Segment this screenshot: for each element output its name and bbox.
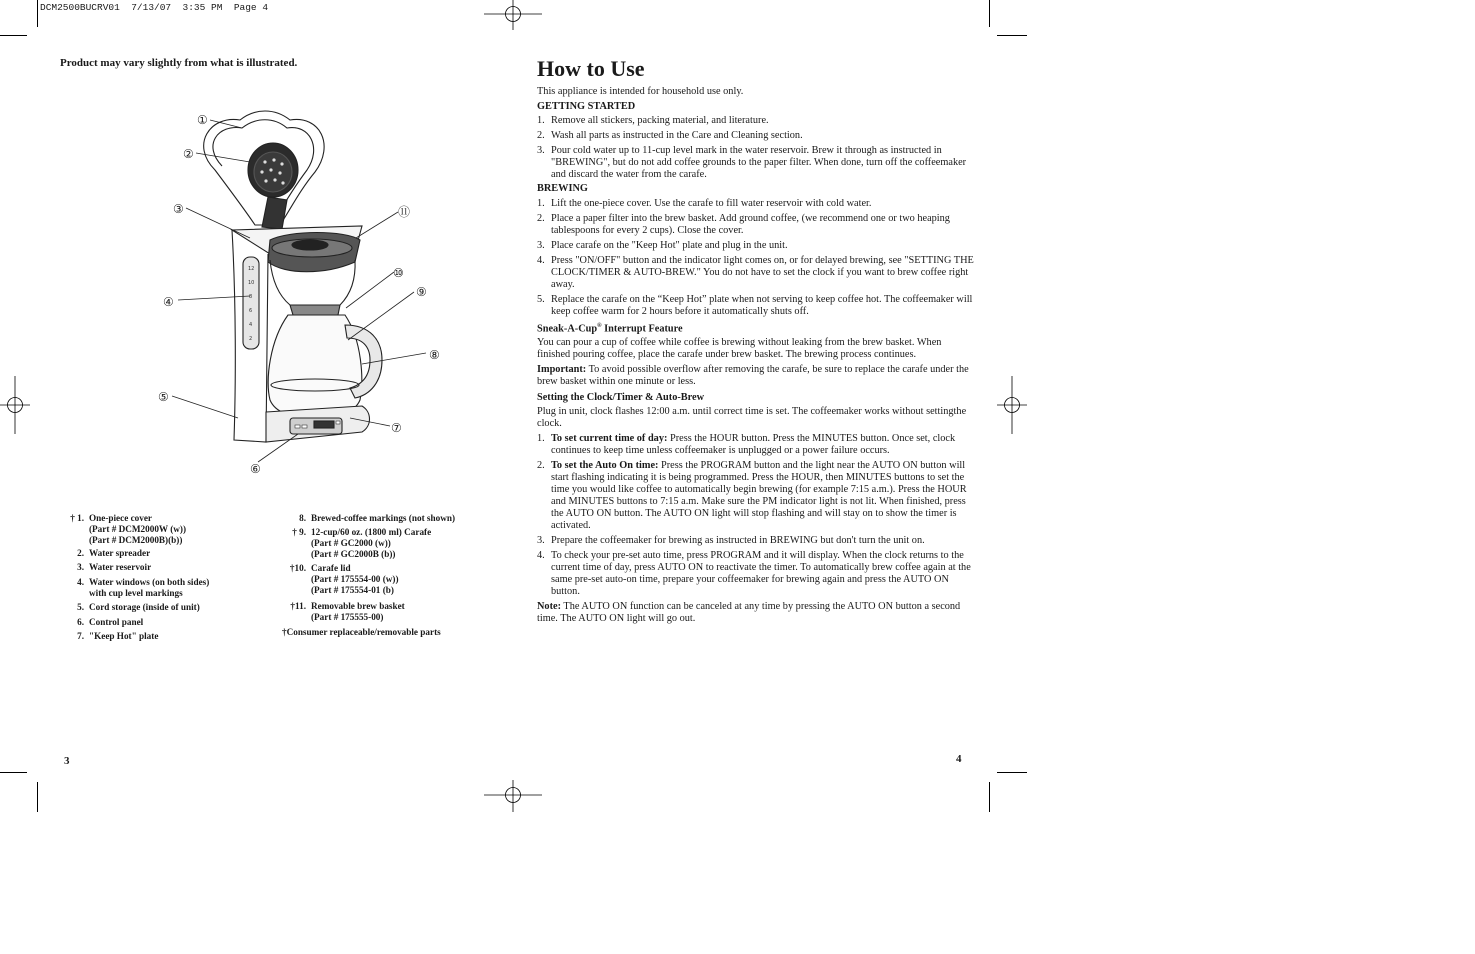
important-note: Important: To avoid possible overflow after removing the carafe, be sure to replace the carafe under the brew basket within one minute or less.: [537, 363, 969, 387]
page-number-left: 3: [64, 755, 70, 767]
parts-footnote: †Consumer replaceable/removable parts: [282, 627, 441, 637]
crop-mark: [0, 772, 27, 773]
svg-text:10: 10: [248, 280, 255, 286]
list-item: 3. Place carafe on the "Keep Hot" plate and plug in the unit.: [537, 239, 788, 251]
crop-mark: [997, 772, 1027, 773]
registration-mark: [0, 376, 30, 434]
registration-mark: [997, 376, 1027, 434]
clock-heading: Setting the Clock/Timer & Auto-Brew: [537, 391, 705, 403]
callout-11: ⑪: [398, 205, 411, 219]
part-item: 4. Water windows (on both sides) with cup level markings: [77, 577, 210, 598]
registration-mark: [484, 780, 542, 812]
svg-text:2: 2: [249, 336, 253, 342]
instructions: [537, 86, 977, 627]
list-item: 1. Remove all stickers, packing material, and literature.: [537, 115, 769, 126]
list-item: 5. Replace the carafe on the “Keep Hot” plate when not serving to keep coffee hot. The coffeemaker will keep coffee warm for 2 hours before it automatically shuts off.: [537, 293, 973, 317]
callout-9: ⑨: [416, 285, 427, 299]
crop-mark: [37, 782, 38, 812]
page-number-right: 4: [956, 753, 962, 765]
list-item: 4. Press "ON/OFF" button and the indicator light comes on, or for delayed brewing, see "SETTING THE CLOCK/TIMER & AUTO-BREW." You do not have to set the clock if you want to brew coffee right away.: [537, 254, 974, 290]
callout-4: ④: [163, 295, 174, 309]
callout-5: ⑤: [158, 390, 169, 404]
part-item: †10. Carafe lid (Part # 175554-00 (w)) (Part # 175554-01 (b): [289, 563, 399, 595]
list-item: 1. To set current time of day: Press the HOUR button. Press the MINUTES button. Once set, clock continues to keep time unless coffeemaker is unplugged or a power failure occurs.: [537, 432, 956, 456]
crop-mark: [997, 35, 1027, 36]
clock-intro: Plug in unit, clock flashes 12:00 a.m. until correct time is set. The coffeemaker works without settingthe clock.: [537, 406, 967, 430]
part-item: † 1. One-piece cover (Part # DCM2000W (w)) (Part # DCM2000B)(b)): [70, 513, 187, 545]
list-item: 4. To check your pre-set auto time, press PROGRAM and it will display. When the clock returns to the current time of day, press AUTO ON to reactivate the timer. To automatically brew coffee again at the same pre-set auto-on time, prepare your coffeemaker for brewing again and press the AUTO ON button.: [537, 549, 971, 597]
coffeemaker-illustration: [150, 100, 470, 480]
callout-3: ③: [173, 202, 184, 216]
svg-text:4: 4: [249, 322, 253, 328]
callout-10: ⑩: [393, 266, 404, 280]
part-item: 8. Brewed-coffee markings (not shown): [299, 513, 456, 523]
callout-2: ②: [183, 147, 194, 161]
part-item: 5. Cord storage (inside of unit): [77, 602, 200, 612]
part-item: 3. Water reservoir: [77, 562, 152, 572]
part-item: 2. Water spreader: [77, 548, 151, 558]
list-item: 2. To set the Auto On time: Press the PROGRAM button and the light near the AUTO ON button will start flashing indicating it is being programmed. Press the HOUR, then MINUTES buttons to set the time you would like coffee to automatically begin brewing (for example 7:15 a.m.). Press the HOUR and MINUTES buttons to 7:15 a.m. Make sure the PM indicator light is not lit. When finished, press the AUTO ON button. The AUTO ON light will stop flashing and will stay on to show the timer is activated.: [537, 459, 967, 531]
list-item: 2. Place a paper filter into the brew basket. Add ground coffee, (we recommend one or two heaping tablespoons for every 2 cups). Close the cover.: [537, 212, 950, 236]
brewing-heading: BREWING: [537, 183, 588, 194]
sneak-text: You can pour a cup of coffee while coffee is brewing without leaking from the brew basket. When finished pouring coffee, place the carafe under brew basket. The brewing process continues.: [537, 337, 942, 361]
crop-mark: [989, 0, 990, 27]
registration-mark: [484, 0, 542, 30]
part-item: 7. "Keep Hot" plate: [77, 631, 159, 641]
list-item: 2. Wash all parts as instructed in the Care and Cleaning section.: [537, 130, 803, 141]
crop-mark: [37, 0, 38, 27]
list-item: 1. Lift the one-piece cover. Use the carafe to fill water reservoir with cold water.: [537, 197, 872, 209]
callout-8: ⑧: [429, 348, 440, 362]
list-item: 3. Prepare the coffeemaker for brewing as instructed in BREWING but don't turn the unit on.: [537, 534, 925, 546]
getting-started-heading: GETTING STARTED: [537, 100, 636, 112]
callout-7: ⑦: [391, 421, 402, 435]
crop-mark: [0, 35, 27, 36]
printer-slug: DCM2500BUCRV01 7/13/07 3:35 PM Page 4: [40, 2, 269, 13]
sneak-heading: Sneak-A-Cup® Interrupt Feature: [537, 322, 683, 334]
callout-1: ①: [197, 113, 208, 127]
part-item: †11. Removable brew basket (Part # 175555-00): [290, 601, 405, 622]
callout-6: ⑥: [250, 462, 261, 476]
list-item: 3. Pour cold water up to 11-cup level mark in the water reservoir. Brew it through as instructed in "BREWING", but do not add coffee grounds to the paper filter. When done, turn off the coffeemaker and discard the water from the carafe.: [537, 145, 967, 180]
part-item: 6. Control panel: [77, 617, 144, 627]
part-item: † 9. 12-cup/60 oz. (1800 ml) Carafe (Part # GC2000 (w)) (Part # GC2000B (b)): [292, 527, 432, 559]
crop-mark: [989, 782, 990, 812]
page-title: How to Use: [537, 56, 645, 81]
svg-text:12: 12: [248, 266, 255, 272]
auto-on-note: Note: The AUTO ON function can be canceled at any time by pressing the AUTO ON button a second time. The AUTO ON light will go out.: [537, 600, 961, 624]
intro-text: This appliance is intended for household use only.: [537, 86, 744, 97]
product-vary-note: Product may vary slightly from what is illustrated.: [60, 57, 298, 69]
svg-text:6: 6: [249, 308, 253, 314]
svg-text:8: 8: [249, 294, 253, 300]
